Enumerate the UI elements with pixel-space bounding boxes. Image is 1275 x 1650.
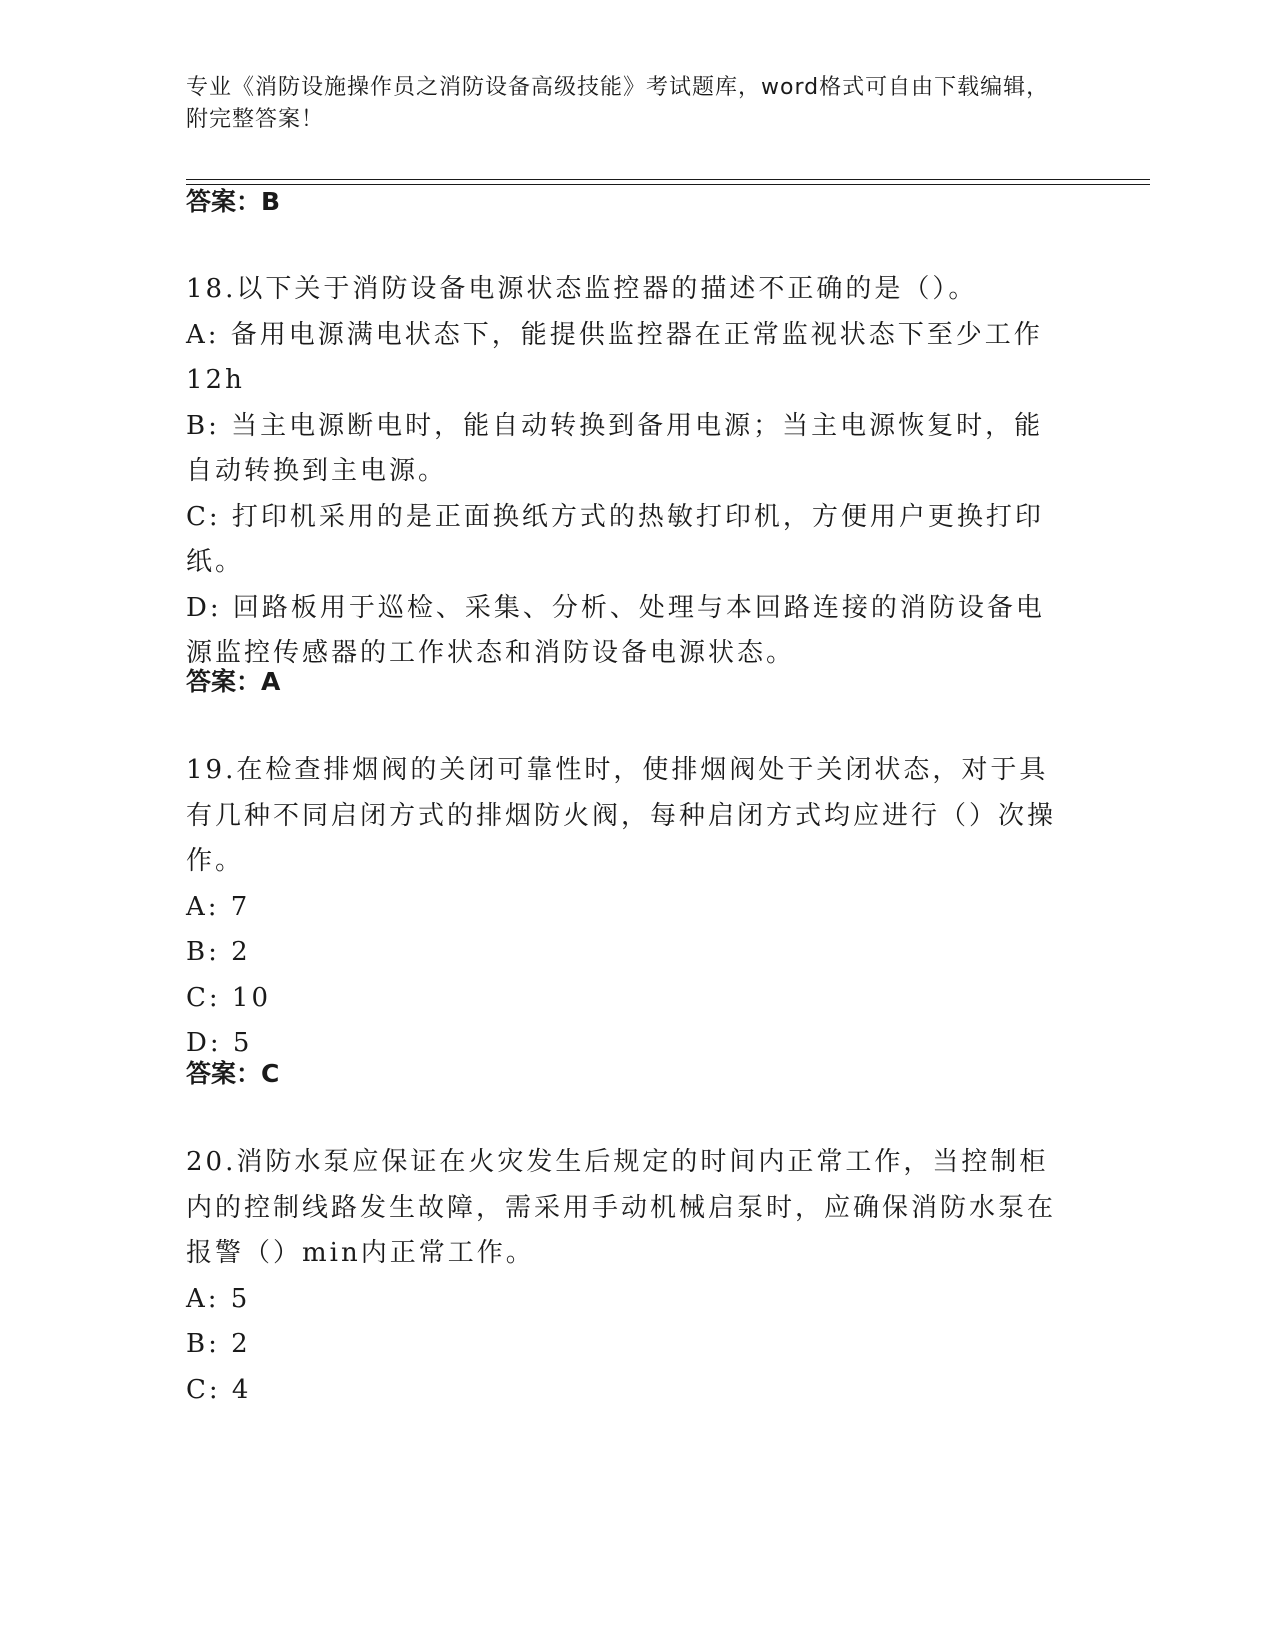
option-a: A: 备用电源满电状态下，能提供监控器在正常监视状态下至少工作12h (186, 319, 1043, 395)
answer-prev: 答案：B (186, 187, 281, 216)
header-rule-top (186, 179, 1150, 180)
question-stem: 19.在检查排烟阀的关闭可靠性时，使排烟阀处于关闭状态，对于具有几种不同启闭方式的排烟防火阀，每种启闭方式均应进行（）次操作。 (186, 755, 1057, 876)
question-stem: 18.以下关于消防设备电源状态监控器的描述不正确的是（）。 (186, 274, 978, 304)
answer-18: 答案：A (186, 667, 281, 696)
document-header (186, 72, 1066, 136)
option-b: B: 当主电源断电时，能自动转换到备用电源；当主电源恢复时，能自动转换到主电源。 (186, 410, 1044, 486)
header-rule-bottom (186, 184, 1150, 185)
option-c: C: 10 (186, 982, 272, 1013)
header-text: 专业《消防设施操作员之消防设备高级技能》考试题库，word格式可自由下载编辑，附完整答案！ (186, 75, 1050, 132)
option-d: D: 回路板用于巡检、采集、分析、处理与本回路连接的消防设备电源监控传感器的工作状态和消防设备电源状态。 (186, 592, 1045, 668)
question-19 (186, 748, 1066, 1067)
option-a: A: 5 (186, 1283, 251, 1314)
answer-19: 答案：C (186, 1059, 280, 1088)
option-c: C: 4 (186, 1374, 252, 1405)
question-18 (186, 267, 1066, 677)
option-c: C: 打印机采用的是正面换纸方式的热敏打印机，方便用户更换打印纸。 (186, 501, 1044, 577)
option-a: A: 7 (186, 891, 251, 922)
option-d: D: 5 (186, 1028, 253, 1058)
option-b: B: 2 (186, 937, 251, 967)
question-20 (186, 1140, 1066, 1413)
option-b: B: 2 (186, 1329, 251, 1359)
question-stem: 20.消防水泵应保证在火灾发生后规定的时间内正常工作，当控制柜内的控制线路发生故障，需采用手动机械启泵时，应确保消防水泵在报警（）min内正常工作。 (186, 1147, 1057, 1268)
